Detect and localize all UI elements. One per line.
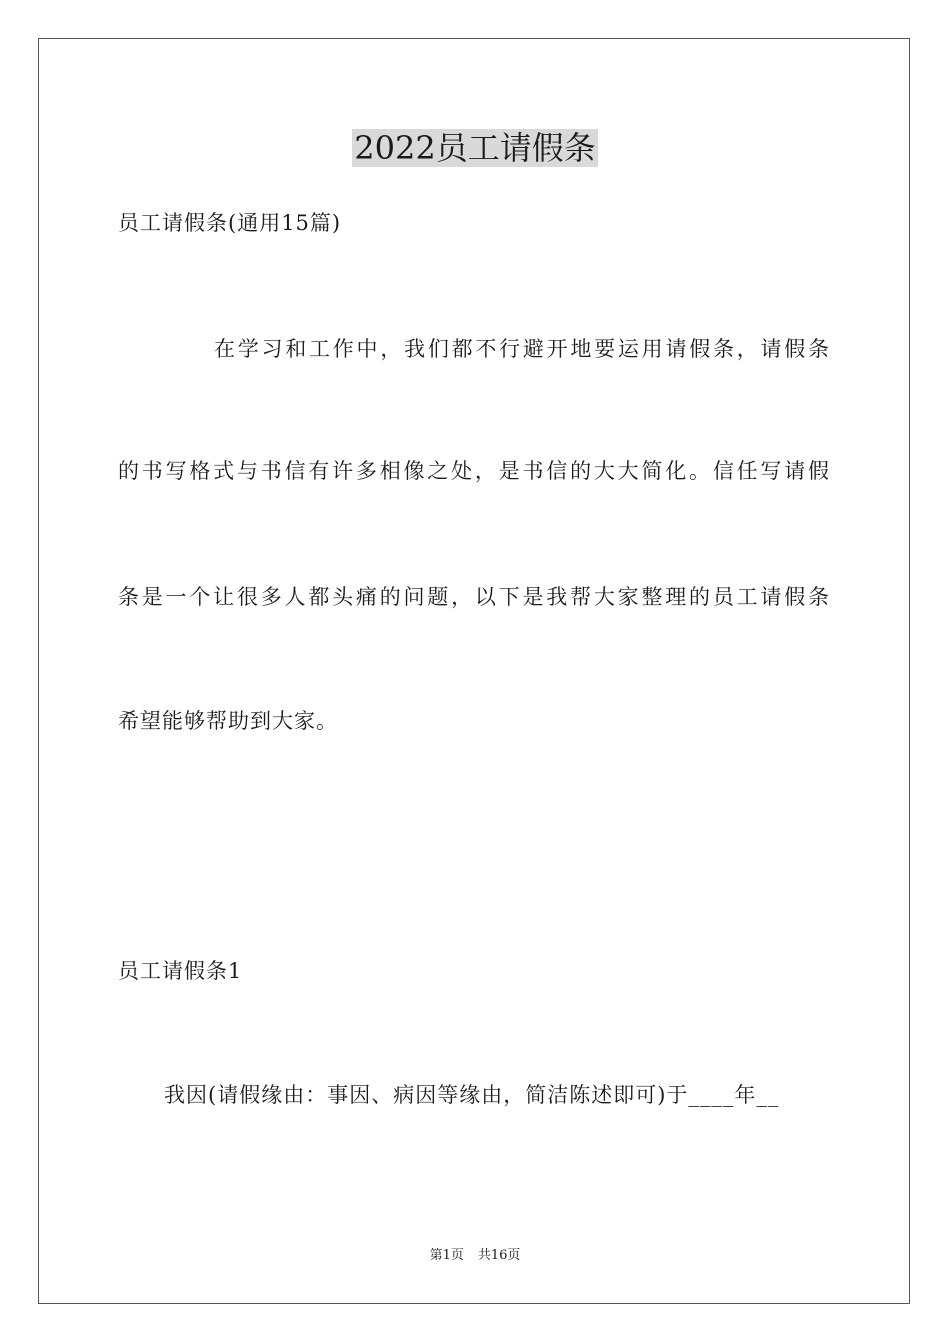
page-number-total: 共16页 (477, 1248, 521, 1263)
page-number-current: 第1页 (429, 1248, 464, 1263)
document-subtitle: 员工请假条(通用15篇) (118, 211, 342, 235)
page-footer (0, 1246, 950, 1266)
intro-line-1: 在学习和工作中，我们都不行避开地要运用请假条，请假条 (214, 337, 830, 361)
intro-line-4: 希望能够帮助到大家。 (118, 709, 338, 733)
intro-line-2: 的书写格式与书信有许多相像之处，是书信的大大简化。信任写请假 (118, 459, 830, 483)
section-body-line: 我因(请假缘由：事因、病因等缘由，简洁陈述即可)于____年__ (164, 1083, 780, 1107)
intro-line-3: 条是一个让很多人都头痛的问题，以下是我帮大家整理的员工请假条 (118, 585, 830, 609)
document-title-text: 2022员工请假条 (354, 129, 596, 167)
document-title (0, 126, 950, 170)
section-heading: 员工请假条1 (118, 959, 243, 983)
